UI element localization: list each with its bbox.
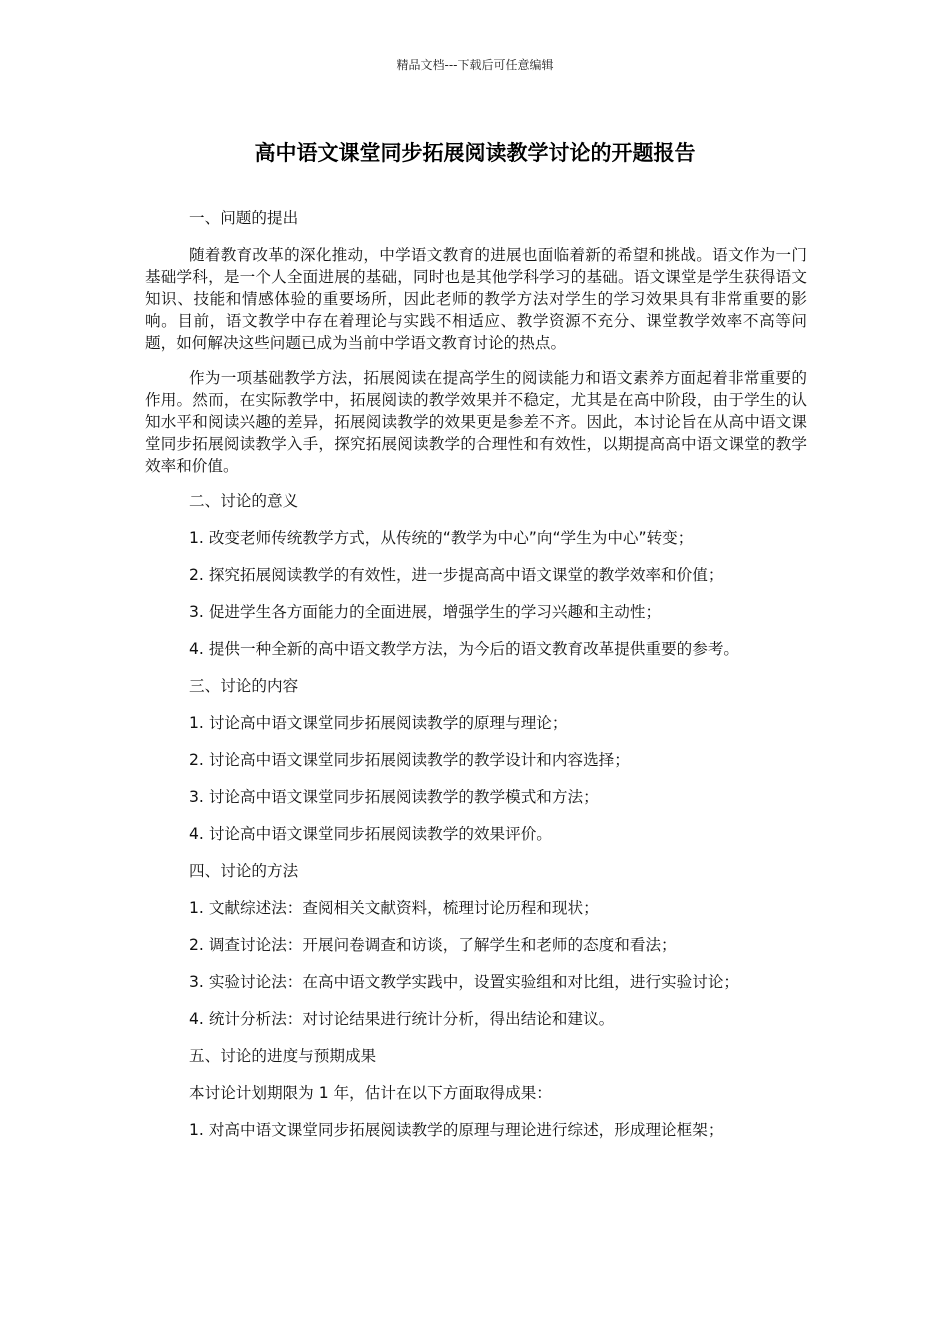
list-item: 4. 统计分析法：对讨论结果进行统计分析，得出结论和建议。: [189, 1010, 615, 1028]
list-item: 1. 对高中语文课堂同步拓展阅读教学的原理与理论进行综述，形成理论框架；: [189, 1121, 724, 1139]
section-heading: 二、讨论的意义: [189, 492, 299, 510]
document-title: 高中语文课堂同步拓展阅读教学讨论的开题报告: [254, 141, 696, 165]
section-heading: 一、问题的提出: [189, 209, 299, 227]
list-item: 4. 讨论高中语文课堂同步拓展阅读教学的效果评价。: [189, 825, 552, 843]
section-heading: 五、讨论的进度与预期成果: [189, 1047, 377, 1065]
list-item: 3. 促进学生各方面能力的全面进展，增强学生的学习兴趣和主动性；: [189, 603, 662, 621]
list-item: 1. 讨论高中语文课堂同步拓展阅读教学的原理与理论；: [189, 714, 568, 732]
list-item: 2. 讨论高中语文课堂同步拓展阅读教学的教学设计和内容选择；: [189, 751, 630, 769]
page-header: 精品文档---下载后可任意编辑: [396, 58, 554, 72]
section-heading: 三、讨论的内容: [189, 677, 299, 695]
list-item: 1. 文献综述法：查阅相关文献资料，梳理讨论历程和现状；: [189, 899, 599, 917]
list-item: 2. 调查讨论法：开展问卷调查和访谈，了解学生和老师的态度和看法；: [189, 936, 677, 954]
section-heading: 四、讨论的方法: [189, 862, 299, 880]
list-item: 1. 改变老师传统教学方式，从传统的“教学为中心”向“学生为中心”转变；: [189, 529, 694, 547]
list-item: 3. 实验讨论法：在高中语文教学实践中，设置实验组和对比组，进行实验讨论；: [189, 973, 740, 991]
section-intro: 本讨论计划期限为 1 年，估计在以下方面取得成果：: [189, 1084, 552, 1102]
list-item: 2. 探究拓展阅读教学的有效性，进一步提高高中语文课堂的教学效率和价值；: [189, 566, 724, 584]
document-body: [145, 207, 807, 1156]
list-item: 4. 提供一种全新的高中语文教学方法，为今后的语文教育改革提供重要的参考。: [189, 640, 740, 658]
paragraph: 随着教育改革的深化推动，中学语文教育的进展也面临着新的希望和挑战。语文作为一门基础学科，是一个人全面进展的基础，同时也是其他学科学习的基础。语文课堂是学生获得语文知识、技能和情感体验的重要场所，因此老师的教学方法对学生的学习效果具有非常重要的影响。目前，语文教学中存在着理论与实践不相适应、教学资源不充分、课堂教学效率不高等问题，如何解决这些问题已成为当前中学语文教育讨论的热点。: [145, 246, 807, 352]
list-item: 3. 讨论高中语文课堂同步拓展阅读教学的教学模式和方法；: [189, 788, 599, 806]
paragraph: 作为一项基础教学方法，拓展阅读在提高学生的阅读能力和语文素养方面起着非常重要的作用。然而，在实际教学中，拓展阅读的教学效果并不稳定，尤其是在高中阶段，由于学生的认知水平和阅读兴趣的差异，拓展阅读教学的效果更是参差不齐。因此，本讨论旨在从高中语文课堂同步拓展阅读教学入手，探究拓展阅读教学的合理性和有效性，以期提高高中语文课堂的教学效率和价值。: [145, 369, 807, 475]
